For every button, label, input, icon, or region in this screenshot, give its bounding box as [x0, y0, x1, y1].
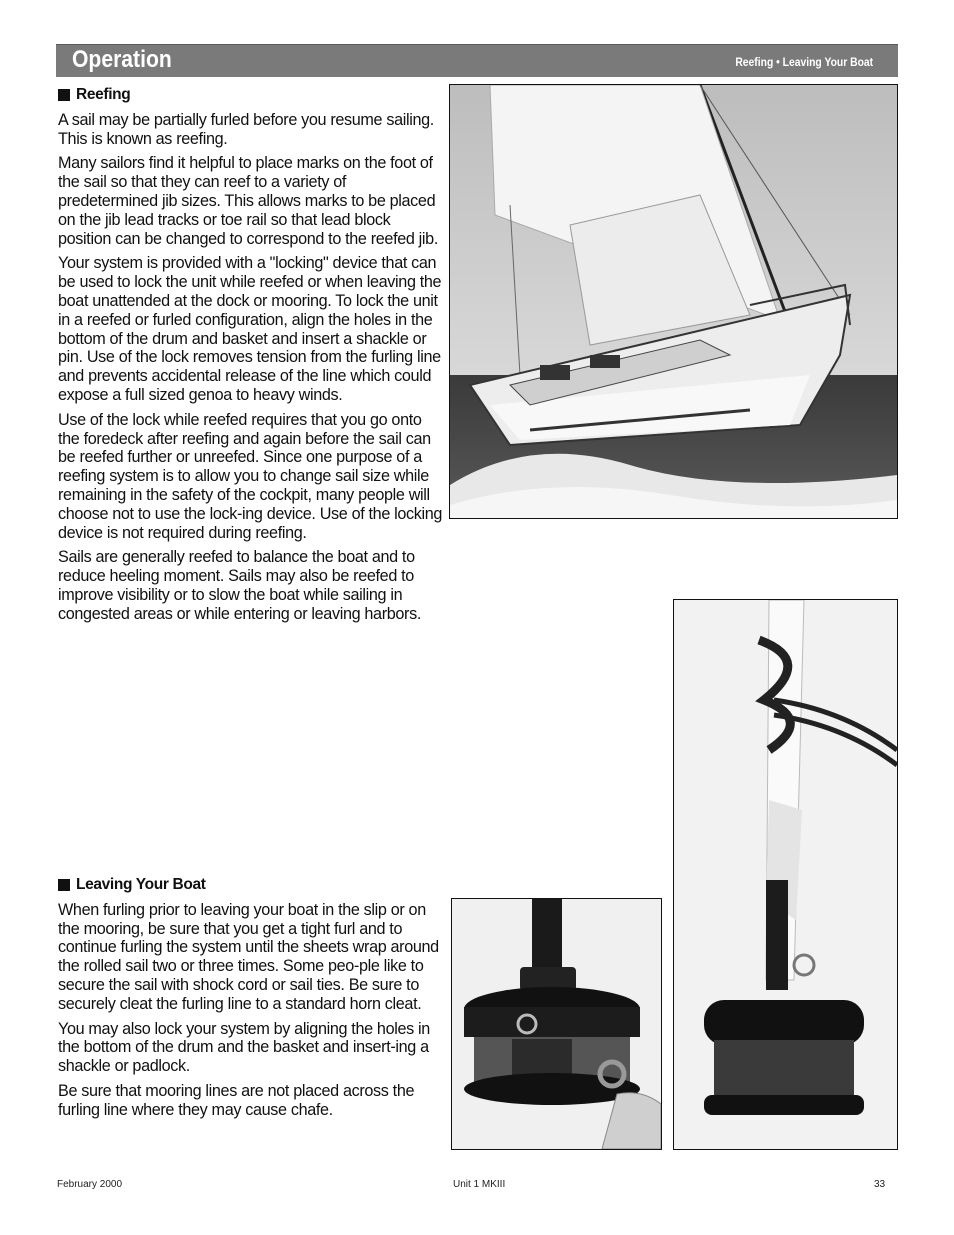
sailboat-image — [450, 85, 897, 518]
drum-lock-photo — [451, 898, 662, 1150]
leaving-heading — [58, 876, 444, 895]
leaving-paragraph-3: Be sure that mooring lines are not placed across the furling line where they may cause chafe. — [58, 1081, 415, 1119]
leaving-paragraph-1: When furling prior to leaving your boat in the slip or on the mooring, be sure that you get a tight furl and to continue furling the system until the sheets wrap around the rolled sail two or three times. Some peo-ple like to secure the sail with shock cord or sail ties. Be sure to securely cleat the furling line to a standard horn cleat. — [58, 900, 439, 1013]
reefing-heading-text: Reefing — [76, 86, 131, 103]
section-header-bar — [56, 44, 898, 77]
reefing-paragraph-4: Use of the lock while reefed requires that you go onto the foredeck after reefing and again before the sail can be reefed further or unreefed. Since one purpose of a reefing system is to allow you to change sail size while remaining in the safety of the cockpit, many people will choose not to use the lock-ing device. Use of the locking device is not required during reefing. — [58, 410, 443, 542]
sailboat-photo — [449, 84, 898, 519]
reefing-paragraph-5: Sails are generally reefed to balance the boat and to reduce heeling moment. Sails may also be reefed to improve visibility or to slow the boat while sailing in congested areas or while entering or leaving harbors. — [58, 548, 421, 623]
header-subtitle: Reefing • Leaving Your Boat — [735, 57, 873, 69]
leaving-boat-section — [58, 876, 444, 1126]
furled-sail-image — [674, 600, 897, 1149]
page-title: Operation — [72, 46, 172, 73]
reefing-paragraph-3: Your system is provided with a "locking" device that can be used to lock the unit while reefed or when leaving the boat unattended at the dock or mooring. To lock the unit in a reefed or furled configuration, align the holes in the bottom of the drum and basket and insert a shackle or pin. Use of the lock removes tension from the furling line and prevents accidental release of the line which could expose a full sized genoa to heavy winds. — [58, 254, 442, 404]
footer-date: February 2000 — [57, 1179, 123, 1190]
reefing-section — [58, 86, 444, 630]
reefing-heading — [58, 86, 444, 105]
footer-page-number: 33 — [874, 1179, 886, 1190]
drum-lock-image — [452, 899, 661, 1149]
bullet-square-icon — [58, 879, 70, 891]
furled-sail-photo — [673, 599, 898, 1150]
leaving-paragraph-2: You may also lock your system by aligning the holes in the bottom of the drum and the basket and insert-ing a shackle or padlock. — [58, 1019, 430, 1076]
reefing-paragraph-1: A sail may be partially furled before you resume sailing. This is known as reefing. — [58, 110, 434, 148]
leaving-heading-text: Leaving Your Boat — [76, 876, 206, 893]
reefing-paragraph-2: Many sailors find it helpful to place marks on the foot of the sail so that they can reef to a variety of predetermined jib sizes. This allows marks to be placed on the jib lead tracks or toe rail so that lead block position can be changed to correspond to the reefed jib. — [58, 154, 438, 248]
bullet-square-icon — [58, 89, 70, 101]
footer-unit: Unit 1 MKIII — [453, 1179, 506, 1190]
